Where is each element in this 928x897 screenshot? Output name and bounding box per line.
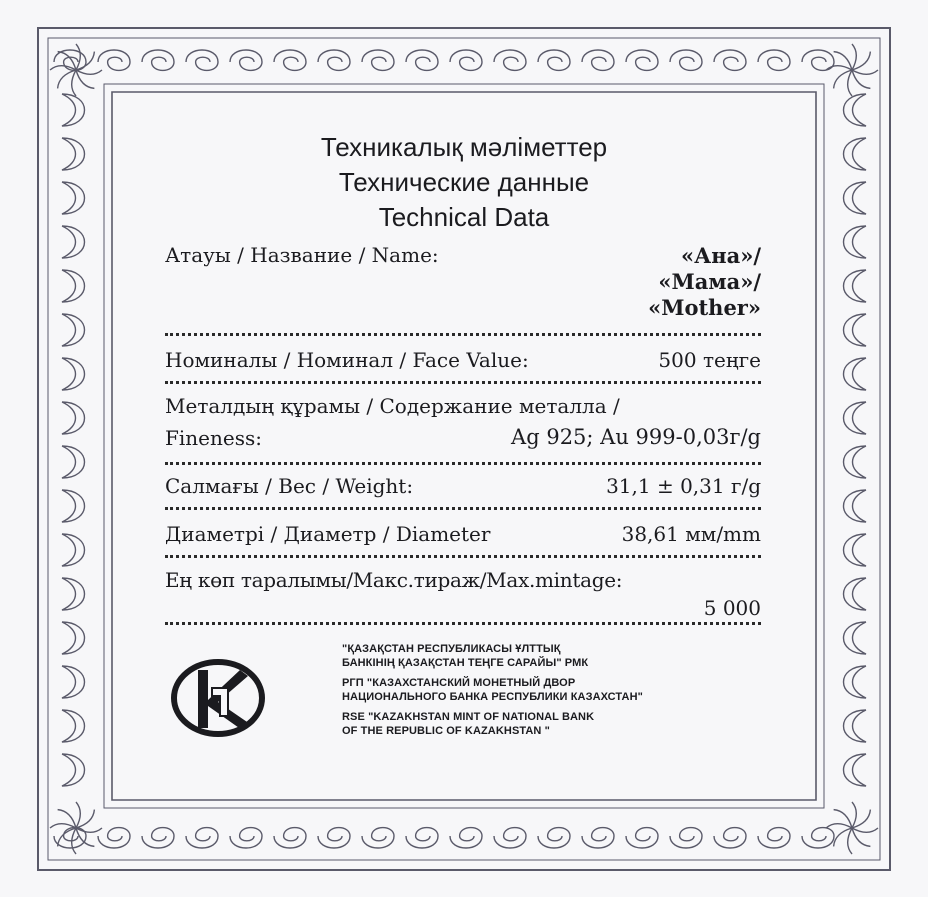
name-english: «Mother»: [648, 295, 761, 320]
mint-russian: [342, 676, 772, 704]
title-russian: Технические данные: [338, 167, 590, 197]
face-value-value: 500 теңге: [658, 348, 761, 372]
mint-info: [342, 642, 772, 744]
title-kazakh: Техникалық мәліметтер: [320, 132, 608, 162]
weight-value: 31,1 ± 0,31 г/g: [606, 474, 761, 498]
face-value-row: [165, 348, 761, 372]
mintage-value: 5 000: [703, 596, 761, 620]
name-kazakh: «Ана»/: [680, 243, 761, 268]
diameter-value: 38,61 мм/mm: [621, 522, 761, 546]
divider: [165, 507, 761, 510]
divider: [165, 622, 761, 625]
fineness-label-line1: Металдың құрамы / Содержание металла /: [165, 394, 620, 418]
diameter-row: [165, 522, 761, 546]
fineness-value: Ag 925; Au 999-0,03г/g: [511, 425, 761, 449]
mint-kazakh: [342, 642, 772, 670]
name-russian: «Мама»/: [658, 269, 761, 294]
title-block: [180, 130, 748, 235]
face-value-label: Номиналы / Номинал / Face Value:: [165, 348, 529, 372]
mint-russian-line2: НАЦИОНАЛЬНОГО БАНКА РЕСПУБЛИКИ КАЗАХСТАН": [342, 691, 643, 703]
weight-row: [165, 474, 761, 498]
fineness-row: [165, 394, 761, 454]
mint-english-line2: OF THE REPUBLIC OF KAZAKHSTAN ": [342, 725, 550, 737]
divider: [165, 555, 761, 558]
mint-russian-line1: РГП "КАЗАХСТАНСКИЙ МОНЕТНЫЙ ДВОР: [342, 677, 576, 689]
mintage-row: [165, 568, 761, 628]
mint-kazakh-line2: БАНКІНІҢ ҚАЗАҚСТАН ТЕҢГЕ САРАЙЫ" РМК: [342, 657, 589, 669]
divider: [165, 333, 761, 336]
mintage-label: Ең көп таралымы/Макс.тираж/Max.mintage:: [165, 568, 623, 592]
name-values: [648, 243, 761, 321]
fineness-label-line2: Fineness:: [165, 426, 262, 450]
name-row: [165, 243, 761, 323]
mint-kazakh-line1: "ҚАЗАҚСТАН РЕСПУБЛИКАСЫ ҰЛТТЫҚ: [342, 643, 561, 655]
weight-label: Салмағы / Вес / Weight:: [165, 474, 414, 498]
title-english: Technical Data: [378, 202, 550, 232]
divider: [165, 381, 761, 384]
name-label: Атауы / Название / Name:: [165, 243, 439, 267]
diameter-label: Диаметрі / Диаметр / Diameter: [165, 522, 491, 546]
mint-logo-icon: [168, 658, 268, 738]
divider: [165, 462, 761, 465]
mint-english: [342, 710, 772, 738]
mint-english-line1: RSE "KAZAKHSTAN MINT OF NATIONAL BANK: [342, 711, 595, 723]
